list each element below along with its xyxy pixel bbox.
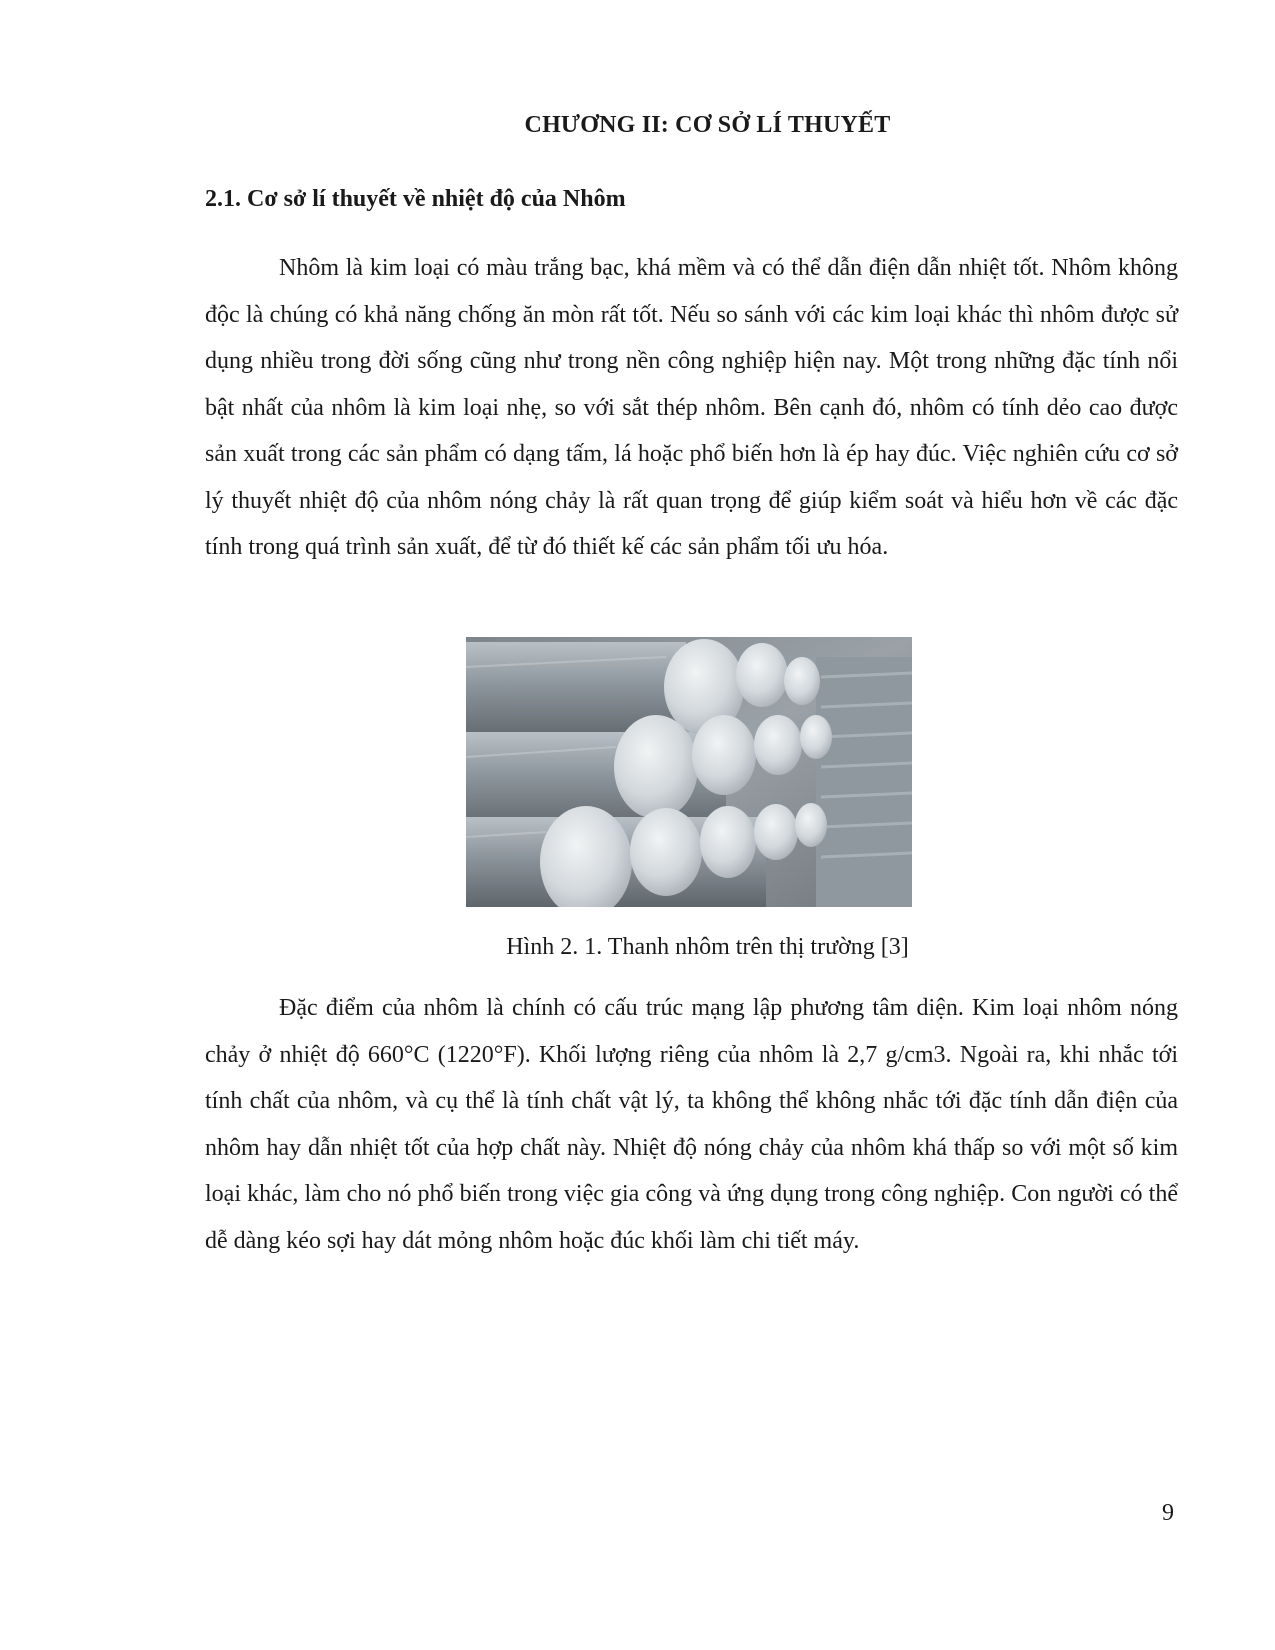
section-heading: 2.1. Cơ sở lí thuyết về nhiệt độ của Nhôm (205, 186, 626, 212)
chapter-title: CHƯƠNG II: CƠ SỞ LÍ THUYẾT (524, 112, 891, 138)
body-paragraph-2: Đặc điểm của nhôm là chính có cấu trúc mạng lập phương tâm diện. Kim loại nhôm nóng chảy ở nhiệt độ 660°C (1220°F). Khối lượng riêng của nhôm là 2,7 g/cm3. Ngoài ra, khi nhắc tới tính chất của nhôm, và cụ thể là tính chất vật lý, ta không thể không nhắc tới đặc tính dẫn điện của nhôm hay dẫn nhiệt tốt của hợp chất này. Nhiệt độ nóng chảy của nhôm khá thấp so với một số kim loại khác, làm cho nó phổ biến trong việc gia công và ứng dụng trong công nghiệp. Con người có thể dễ dàng kéo sợi hay dát mỏng nhôm hoặc đúc khối làm chi tiết máy. (205, 995, 1178, 1254)
page-number: 9 (1162, 1500, 1174, 1526)
aluminum-bars-photo (466, 637, 912, 907)
body-paragraph-1: Nhôm là kim loại có màu trắng bạc, khá mềm và có thể dẫn điện dẫn nhiệt tốt. Nhôm không độc là chúng có khả năng chống ăn mòn rất tốt. Nếu so sánh với các kim loại khác thì nhôm được sử dụng nhiều trong đời sống cũng như trong nền công nghiệp hiện nay. Một trong những đặc tính nổi bật nhất của nhôm là kim loại nhẹ, so với sắt thép nhôm. Bên cạnh đó, nhôm có tính dẻo cao được sản xuất trong các sản phẩm có dạng tấm, lá hoặc phổ biến hơn là ép hay đúc. Việc nghiên cứu cơ sở lý thuyết nhiệt độ của nhôm nóng chảy là rất quan trọng để giúp kiểm soát và hiểu hơn về các đặc tính trong quá trình sản xuất, để từ đó thiết kế các sản phẩm tối ưu hóa. (205, 255, 1178, 560)
figure-caption: Hình 2. 1. Thanh nhôm trên thị trường [3] (506, 934, 909, 960)
